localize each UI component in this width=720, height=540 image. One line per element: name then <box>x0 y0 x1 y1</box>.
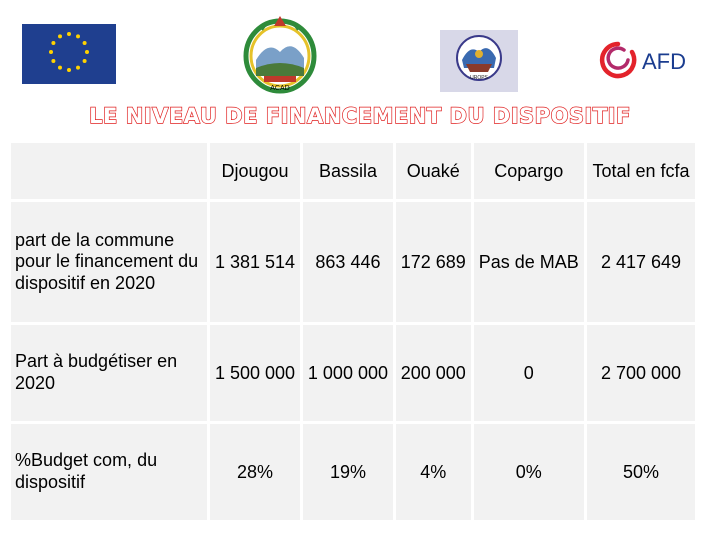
header-cell-ouake: Ouaké <box>396 143 471 199</box>
table-cell: 0% <box>474 424 584 520</box>
urops-logo-text: UROPS <box>470 75 488 81</box>
row-label: Part à budgétiser en 2020 <box>11 325 207 421</box>
table-header-row <box>11 143 695 199</box>
afd-logo-text: AFD <box>642 49 686 74</box>
header-cell-empty <box>11 143 207 199</box>
afd-logo <box>598 40 700 80</box>
table-cell: 0 <box>474 325 584 421</box>
table-cell: 200 000 <box>396 325 471 421</box>
table-cell: 1 000 000 <box>303 325 393 421</box>
table-cell: 19% <box>303 424 393 520</box>
header-cell-total: Total en fcfa <box>587 143 695 199</box>
header-cell-djougou: Djougou <box>210 143 300 199</box>
table-row <box>11 424 695 520</box>
table-row <box>11 202 695 322</box>
table-cell: 2 700 000 <box>587 325 695 421</box>
urops-logo <box>440 30 518 92</box>
table-cell: 28% <box>210 424 300 520</box>
table-cell: 1 500 000 <box>210 325 300 421</box>
acad-logo <box>238 12 322 94</box>
financing-table <box>8 140 698 523</box>
table-cell: 863 446 <box>303 202 393 322</box>
acad-logo-text: ACAD <box>270 85 290 92</box>
header-cell-copargo: Copargo <box>474 143 584 199</box>
table-cell: 2 417 649 <box>587 202 695 322</box>
slide-title: LE NIVEAU DE FINANCEMENT DU DISPOSITIF <box>89 104 631 128</box>
table-row <box>11 325 695 421</box>
table-cell: 1 381 514 <box>210 202 300 322</box>
header-cell-bassila: Bassila <box>303 143 393 199</box>
table-cell: 4% <box>396 424 471 520</box>
table-cell: 50% <box>587 424 695 520</box>
eu-flag-logo <box>22 24 116 84</box>
row-label: %Budget com, du dispositif <box>11 424 207 520</box>
row-label: part de la commune pour le financement du dispositif en 2020 <box>11 202 207 322</box>
table-cell: 172 689 <box>396 202 471 322</box>
table-cell: Pas de MAB <box>474 202 584 322</box>
eu-stars-icon <box>22 24 116 84</box>
